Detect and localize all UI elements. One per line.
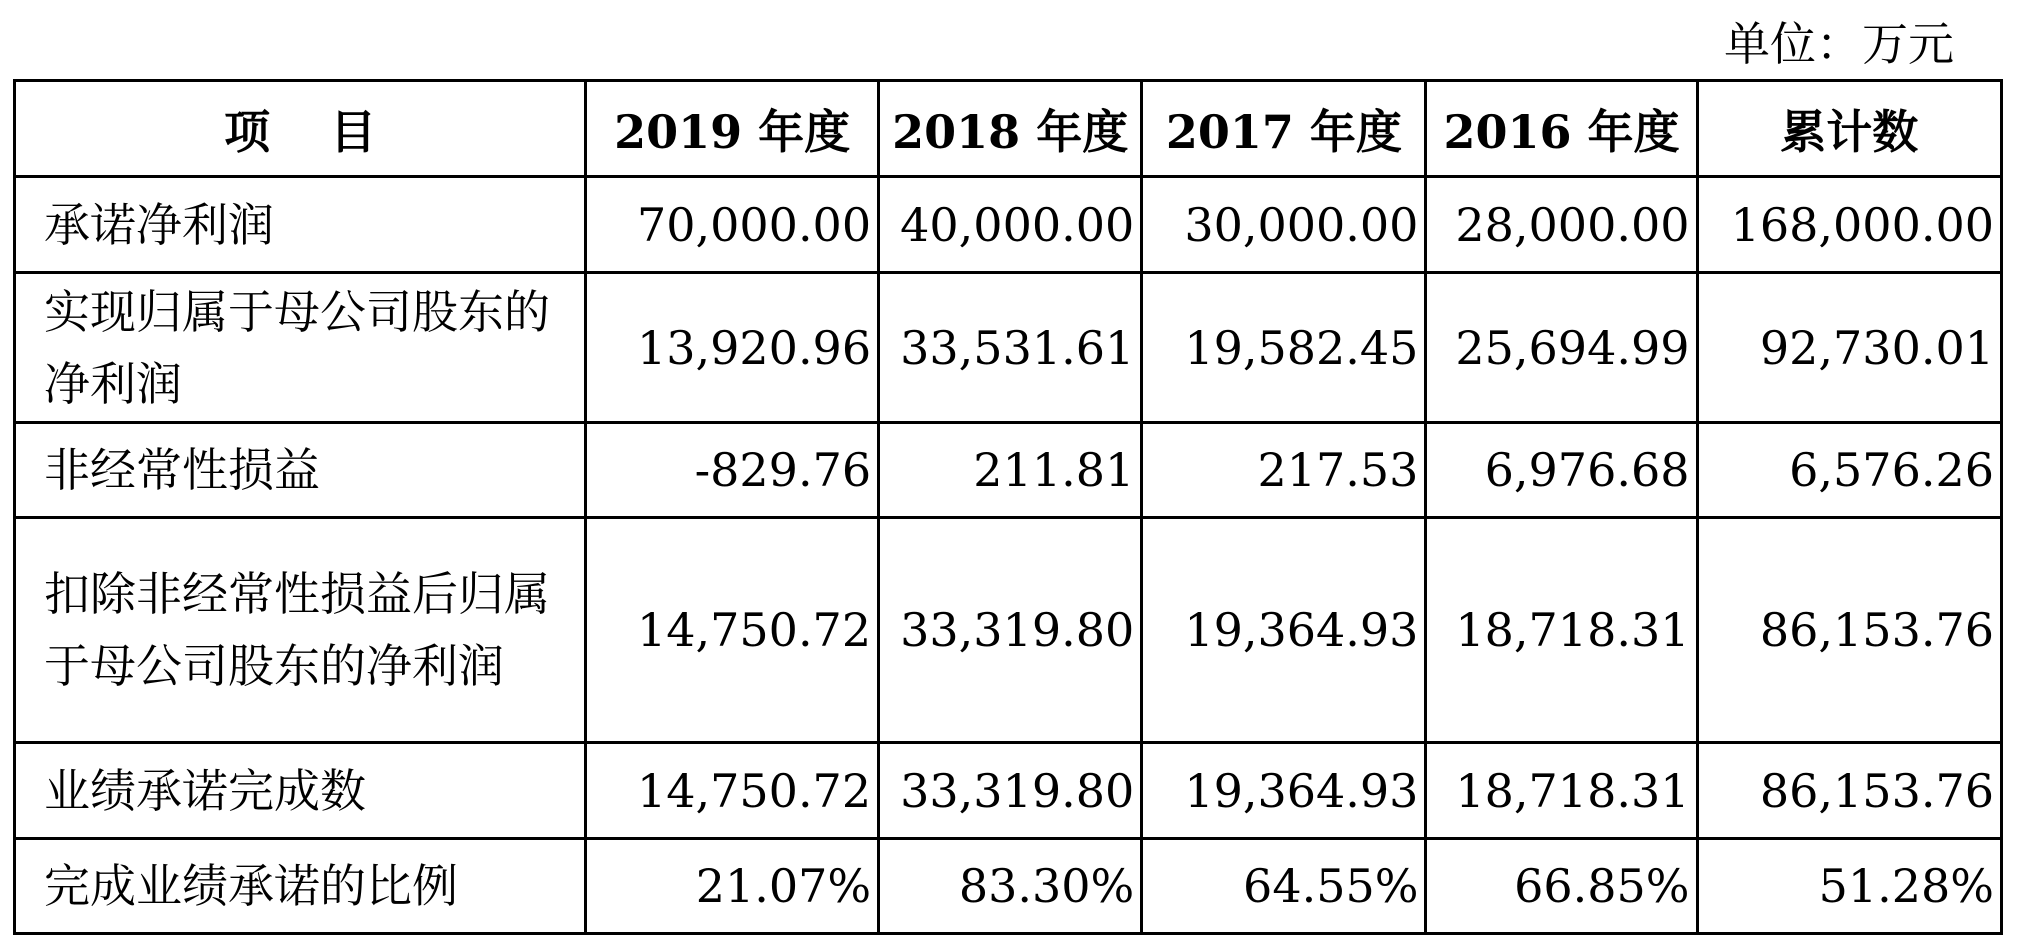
cell-total: 6,576.26 [1697, 423, 2002, 518]
cell-2019: 70,000.00 [586, 177, 879, 273]
cell-2018: 40,000.00 [879, 177, 1142, 273]
header-2017: 2017 年度 [1142, 81, 1426, 177]
row-label: 实现归属于母公司股东的净利润 [15, 273, 586, 423]
cell-2017: 64.55% [1142, 839, 1426, 934]
header-2019: 2019 年度 [586, 81, 879, 177]
cell-2018: 83.30% [879, 839, 1142, 934]
cell-2019: 13,920.96 [586, 273, 879, 423]
cell-2016: 28,000.00 [1426, 177, 1697, 273]
row-label: 扣除非经常性损益后归属于母公司股东的净利润 [15, 518, 586, 743]
header-2016: 2016 年度 [1426, 81, 1697, 177]
header-total: 累计数 [1697, 81, 2002, 177]
table-header-row [15, 81, 2002, 177]
cell-total: 86,153.76 [1697, 518, 2002, 743]
table-row [15, 177, 2002, 273]
performance-commitment-table [13, 79, 2003, 935]
cell-2016: 18,718.31 [1426, 518, 1697, 743]
cell-2017: 19,364.93 [1142, 743, 1426, 839]
cell-total: 51.28% [1697, 839, 2002, 934]
cell-total: 92,730.01 [1697, 273, 2002, 423]
cell-2016: 66.85% [1426, 839, 1697, 934]
cell-total: 168,000.00 [1697, 177, 2002, 273]
row-label: 业绩承诺完成数 [15, 743, 586, 839]
table-row [15, 743, 2002, 839]
cell-2018: 211.81 [879, 423, 1142, 518]
table-row [15, 518, 2002, 743]
table-row [15, 423, 2002, 518]
unit-label: 单位：万元 [1724, 17, 1954, 71]
cell-2019: 21.07% [586, 839, 879, 934]
cell-2017: 30,000.00 [1142, 177, 1426, 273]
cell-2017: 19,364.93 [1142, 518, 1426, 743]
cell-2016: 18,718.31 [1426, 743, 1697, 839]
table-row [15, 839, 2002, 934]
cell-2019: 14,750.72 [586, 743, 879, 839]
cell-2017: 19,582.45 [1142, 273, 1426, 423]
cell-total: 86,153.76 [1697, 743, 2002, 839]
cell-2017: 217.53 [1142, 423, 1426, 518]
header-item: 项目 [15, 81, 586, 177]
row-label: 承诺净利润 [15, 177, 586, 273]
cell-2016: 25,694.99 [1426, 273, 1697, 423]
table-row [15, 273, 2002, 423]
cell-2018: 33,531.61 [879, 273, 1142, 423]
cell-2019: 14,750.72 [586, 518, 879, 743]
cell-2018: 33,319.80 [879, 743, 1142, 839]
row-label: 非经常性损益 [15, 423, 586, 518]
row-label: 完成业绩承诺的比例 [15, 839, 586, 934]
header-2018: 2018 年度 [879, 81, 1142, 177]
cell-2016: 6,976.68 [1426, 423, 1697, 518]
cell-2019: -829.76 [586, 423, 879, 518]
cell-2018: 33,319.80 [879, 518, 1142, 743]
